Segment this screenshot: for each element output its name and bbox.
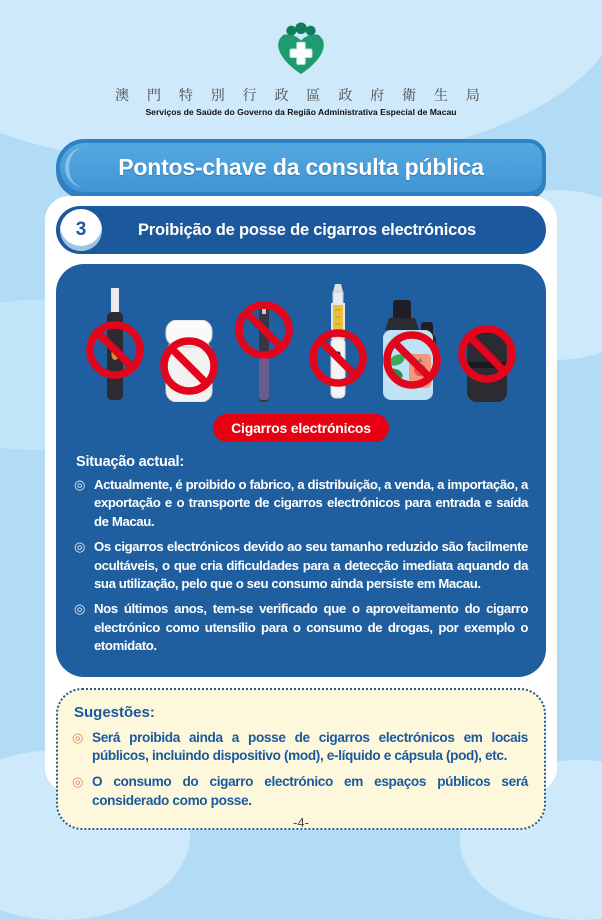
situation-heading: Situação actual: (76, 454, 184, 470)
org-name-chinese: 澳 門 特 別 行 政 區 政 府 衛 生 局 (115, 87, 487, 103)
prohibition-icon (457, 324, 517, 384)
suggestion-bullet (72, 729, 528, 767)
situation-bullet-text: Os cigarros electrónicos devido ao seu tamanho reduzido são facilmente ocultáveis, o que cria dificuldades para a detecção imediata aquando da sua utilização, pelo que o seu consumo ainda persiste em Macau. (94, 539, 528, 592)
section-card (45, 196, 557, 809)
ring-bullet-icon: ◎ (74, 539, 86, 555)
org-name-portuguese: Serviços de Saúde do Governo da Região Administrativa Especial de Macau (145, 107, 457, 117)
page-number: -4- (293, 815, 309, 830)
section-title: Proibição de posse de cigarros electrónicos (137, 220, 477, 239)
device-slot (152, 284, 226, 402)
section-number: 3 (75, 219, 87, 240)
situation-panel (56, 264, 546, 677)
section-number-badge (60, 209, 102, 251)
device-slot (450, 284, 524, 402)
device-slot (227, 284, 301, 402)
ring-bullet-icon: ◎ (74, 601, 86, 617)
device-slot (375, 284, 449, 402)
suggestions-box (56, 688, 546, 830)
situation-bullet-text: Actualmente, é proibido o fabrico, a distribuição, a venda, a importação, a exportação e o transporte de cigarros electrónicos para entrada e saída de Macau. (94, 477, 528, 529)
suggestion-bullet-text: Será proibida ainda a posse de cigarros electrónicos em locais públicos, incluindo dispositivo (mod), e-líquido e cápsula (pod), etc. (92, 729, 528, 764)
device-slot (301, 284, 375, 402)
prohibition-icon (308, 328, 368, 388)
prohibition-icon (159, 336, 219, 396)
prohibition-icon (382, 330, 442, 390)
devices-label-badge: Cigarros electrónicos (213, 414, 389, 442)
situation-bullet (74, 538, 528, 593)
ring-bullet-icon: ◎ (74, 477, 86, 492)
section-header (56, 206, 546, 254)
prohibited-devices-row (74, 284, 528, 402)
ring-bullet-icon: ◎ (72, 729, 84, 745)
banner-title: Pontos-chave da consulta pública (118, 154, 484, 180)
prohibition-icon (85, 320, 145, 380)
suggestion-bullet (72, 773, 528, 811)
situation-bullet (74, 600, 528, 655)
prohibition-icon (234, 300, 294, 360)
situation-bullet-text: Nos últimos anos, tem-se verificado que o aproveitamento do cigarro electrónico como utensílio para o consumo de drogas, por exemplo o etomidato. (94, 601, 528, 654)
consultation-banner (56, 139, 546, 196)
ring-bullet-icon: ◎ (72, 774, 84, 790)
suggestions-heading: Sugestões: (74, 703, 155, 721)
health-bureau-heart-logo-icon (272, 22, 330, 76)
situation-bullet (74, 476, 528, 531)
gov-header (0, 0, 602, 117)
device-slot (78, 284, 152, 402)
suggestion-bullet-text: O consumo do cigarro electrónico em espaços públicos será considerado como posse. (92, 774, 528, 809)
